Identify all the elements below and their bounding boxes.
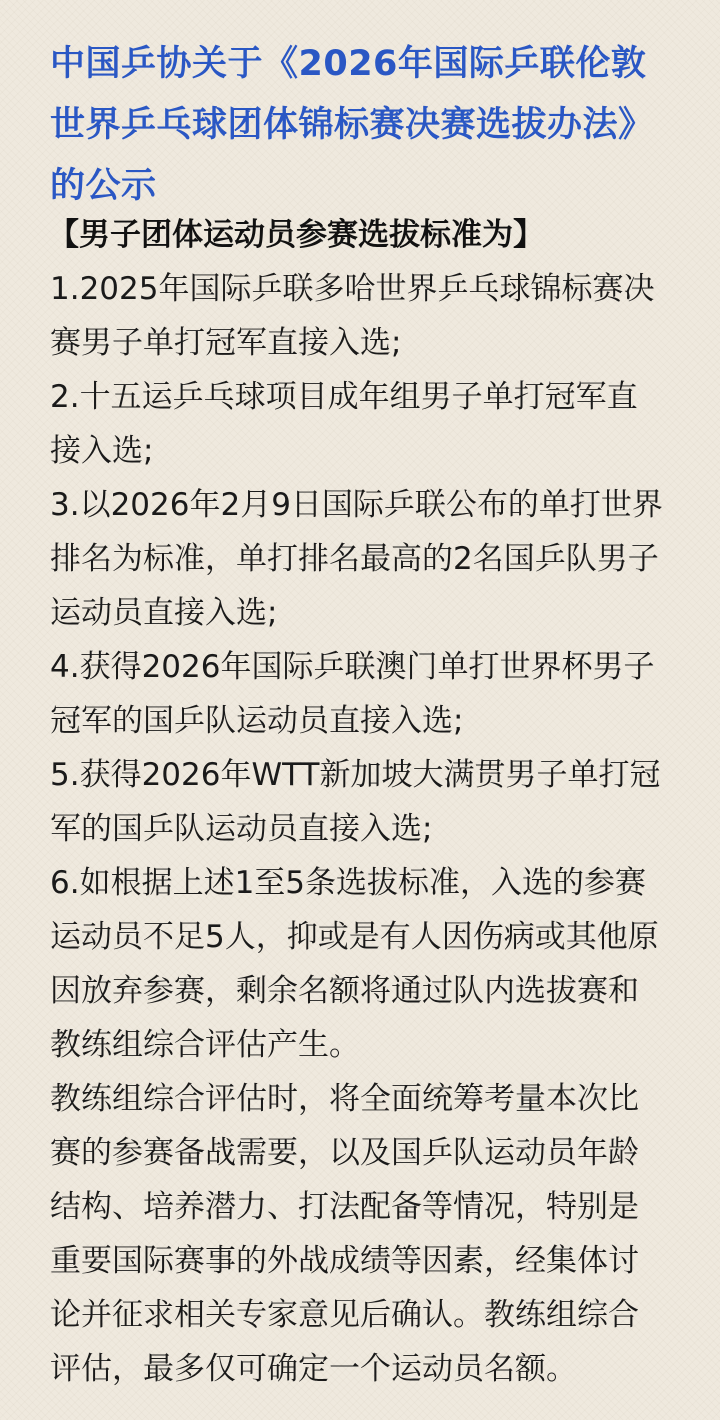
evaluation-paragraph-line: 结构、培养潜力、打法配备等情况，特别是 (50, 1189, 639, 1225)
criteria-line-6-cont: 运动员不足5人，抑或是有人因伤病或其他原 (50, 919, 659, 955)
criteria-line-6-cont: 教练组综合评估产生。 (50, 1027, 360, 1063)
announcement-title (50, 34, 680, 217)
evaluation-paragraph-line: 论并征求相关专家意见后确认。教练组综合 (50, 1297, 639, 1333)
criteria-line-5-cont: 军的国乒队运动员直接入选; (50, 811, 433, 847)
criteria-line-4: 4.获得2026年国际乒联澳门单打世界杯男子 (50, 649, 655, 685)
criteria-line-6: 6.如根据上述1至5条选拔标准，入选的参赛 (50, 865, 647, 901)
section-heading: 【男子团体运动员参赛选拔标准为】 (48, 217, 544, 253)
criteria-line-3-cont: 排名为标准，单打排名最高的2名国乒队男子 (50, 541, 659, 577)
criteria-line-6-cont: 因放弃参赛，剩余名额将通过队内选拔赛和 (50, 973, 639, 1009)
selection-criteria-text (50, 262, 690, 1396)
criteria-line-4-cont: 冠军的国乒队运动员直接入选; (50, 703, 464, 739)
criteria-line-3: 3.以2026年2月9日国际乒联公布的单打世界 (50, 487, 663, 523)
title-line: 世界乒乓球团体锦标赛决赛选拔办法》 (50, 105, 654, 145)
evaluation-paragraph-line: 赛的参赛备战需要，以及国乒队运动员年龄 (50, 1135, 639, 1171)
evaluation-paragraph-line: 评估，最多仅可确定一个运动员名额。 (50, 1351, 577, 1387)
criteria-line-1: 1.2025年国际乒联多哈世界乒乓球锦标赛决 (50, 271, 655, 307)
criteria-line-5: 5.获得2026年WTT新加坡大满贯男子单打冠 (50, 757, 661, 793)
criteria-line-2-cont: 接入选; (50, 433, 154, 469)
criteria-line-2: 2.十五运乒乓球项目成年组男子单打冠军直 (50, 379, 638, 415)
title-line: 的公示 (50, 166, 157, 206)
criteria-line-3-cont: 运动员直接入选; (50, 595, 278, 631)
evaluation-paragraph-line: 重要国际赛事的外战成绩等因素，经集体讨 (50, 1243, 639, 1279)
title-line: 中国乒协关于《2026年国际乒联伦敦 (50, 44, 647, 84)
criteria-line-1-cont: 赛男子单打冠军直接入选; (50, 325, 402, 361)
evaluation-paragraph-line: 教练组综合评估时，将全面统筹考量本次比 (50, 1081, 639, 1117)
